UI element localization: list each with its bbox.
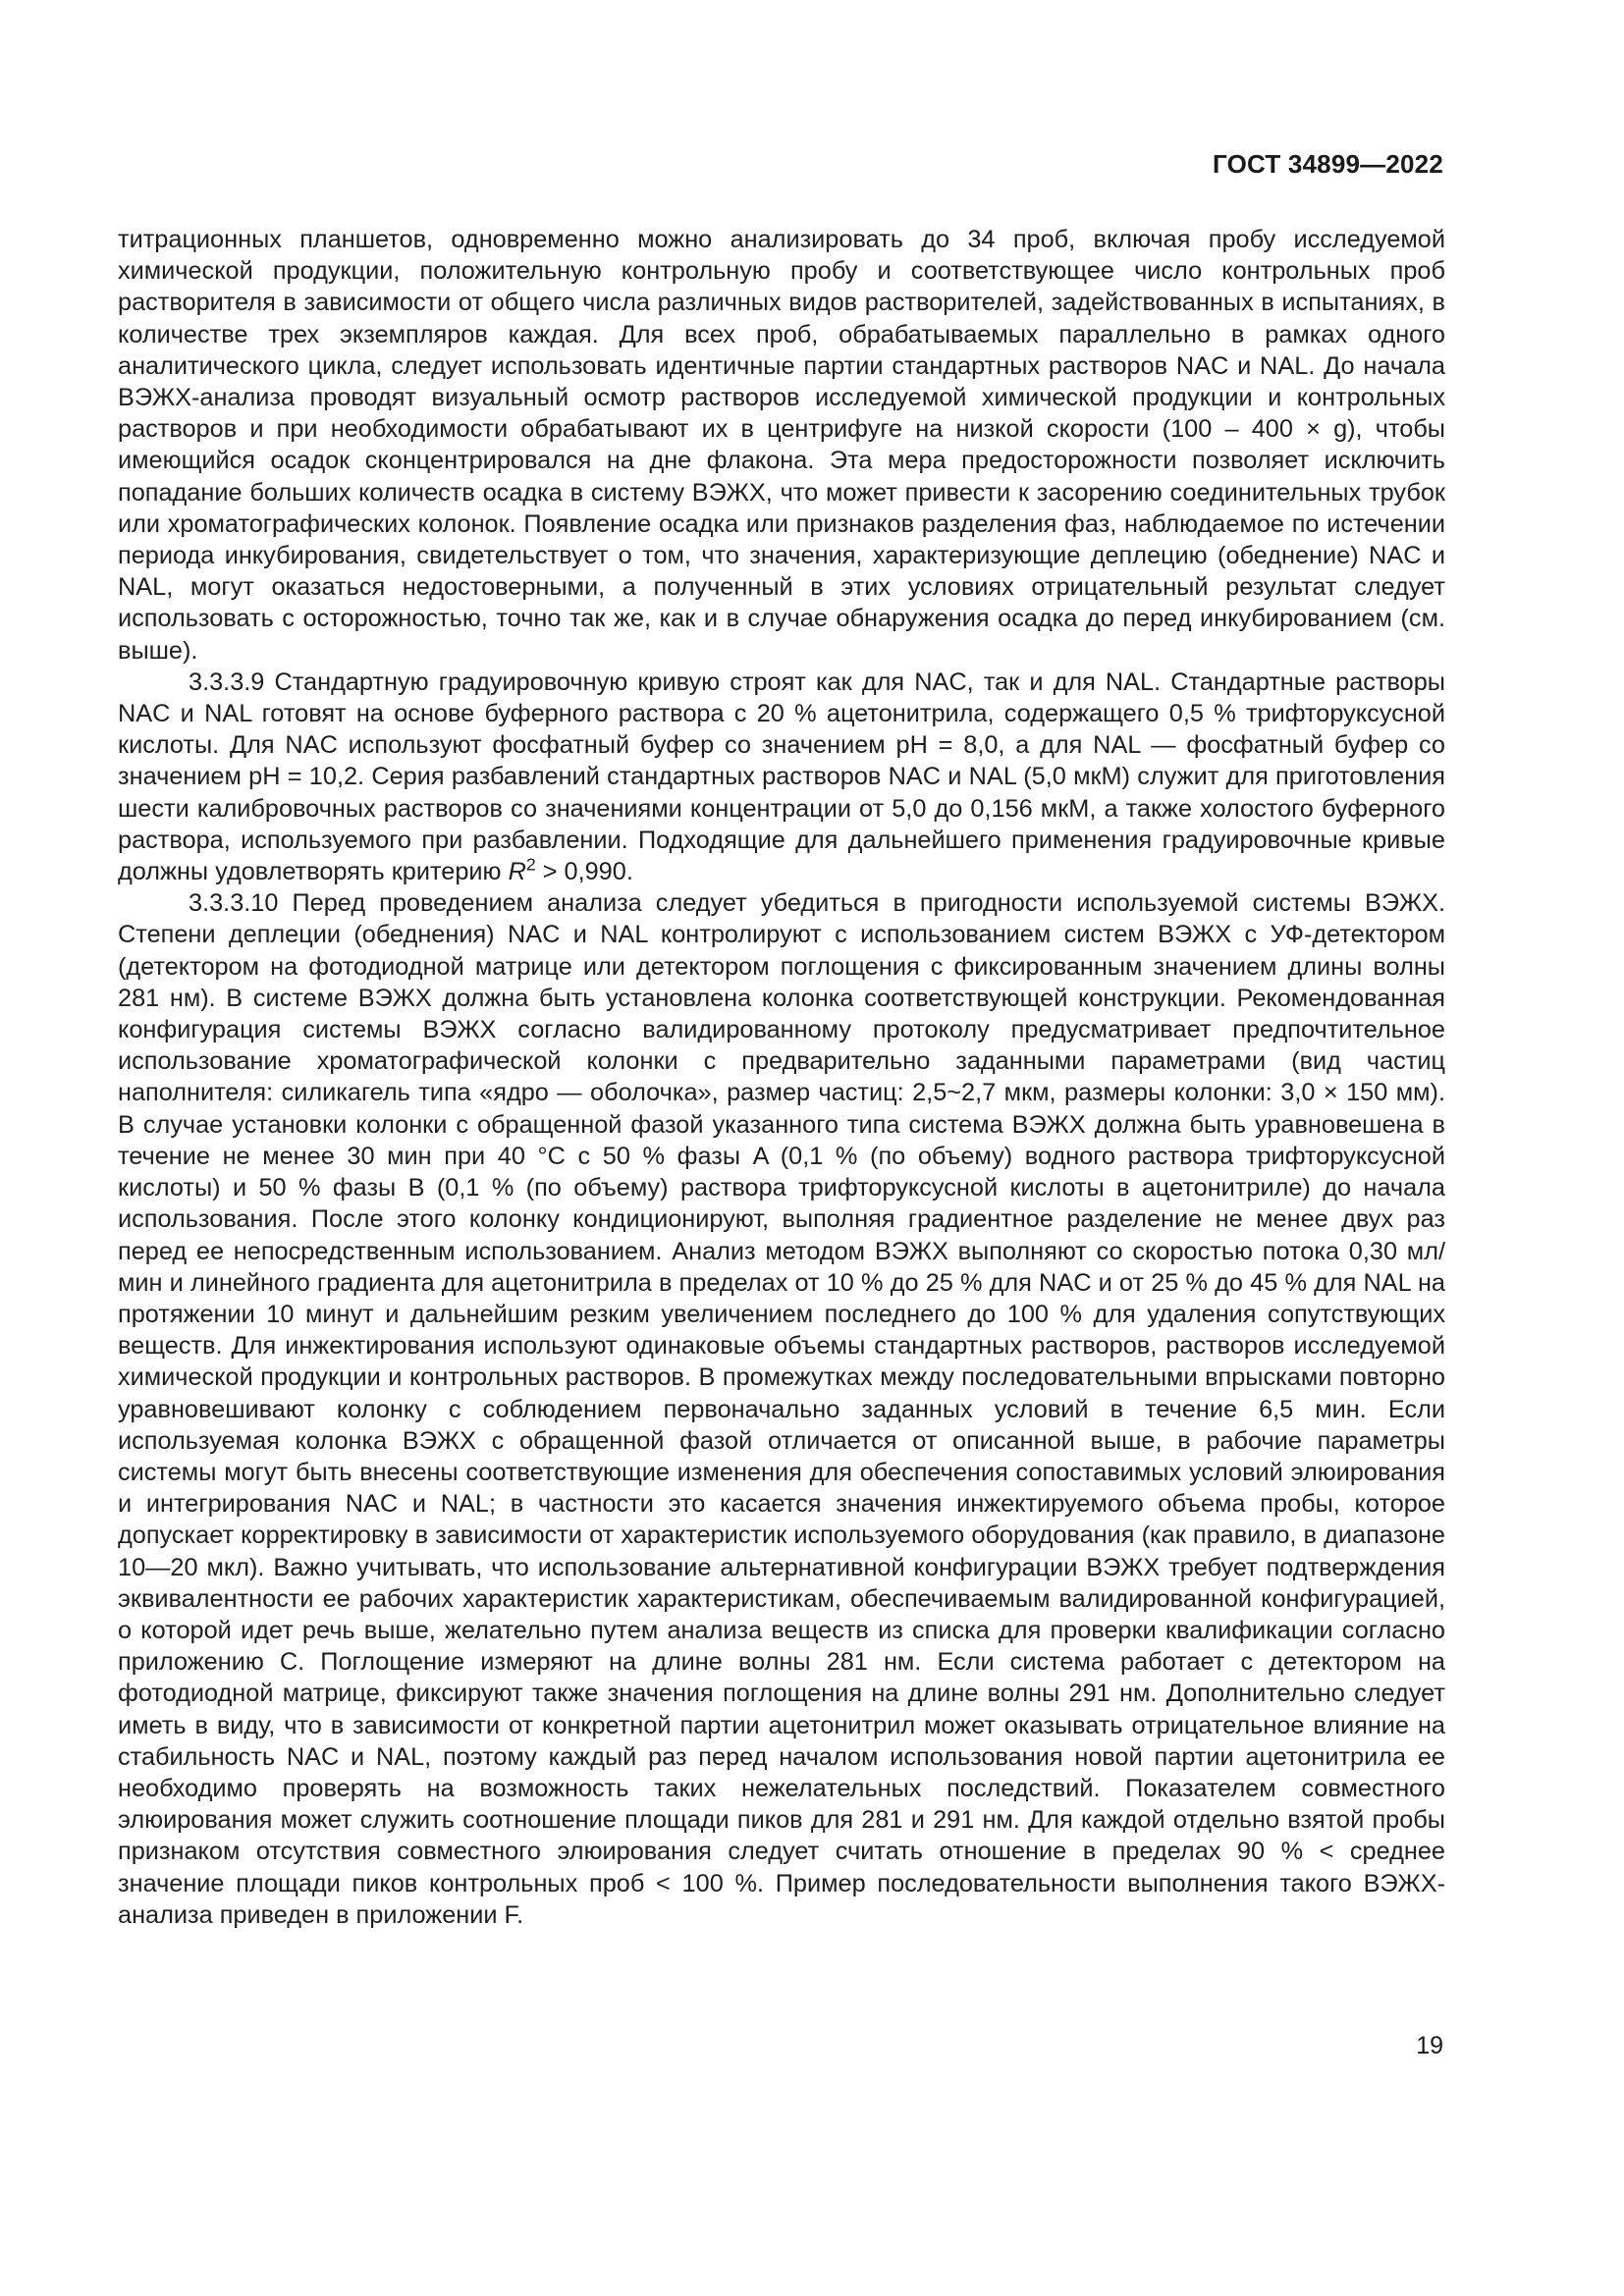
- r-squared-threshold: > 0,990.: [535, 858, 633, 886]
- r-squared-symbol: R: [508, 858, 526, 886]
- page-header-standard-id: ГОСТ 34899—2022: [1213, 149, 1443, 179]
- document-body: [118, 224, 1445, 1931]
- paragraph-continuation: титрационных планшетов, одновременно можно анализировать до 34 проб, включая пробу исследуемой химической продукции, положительную контрольную пробу и соответствующее число контрольных проб растворителя в зависимости от общего числа различных видов растворителей, задействованных в испытаниях, в количестве трех экземпляров каждая. Для всех проб, обрабатываемых параллельно в рамках одного аналитического цикла, следует использовать идентичные партии стандартных растворов NAC и NAL. До начала ВЭЖХ-анализа проводят визуальный осмотр растворов исследуемой химической продукции и контрольных растворов и при необходимости обрабатывают их в центрифуге на низкой скорости (100 – 400 × g), чтобы имеющийся осадок сконцентрировался на дне флакона. Эта мера предосторожности позволяет исключить попадание больших количеств осадка в систему ВЭЖХ, что может привести к засорению соединительных трубок или хроматографических колонок. Появление осадка или признаков разделения фаз, наблюдаемое по истечении периода инкубирования, свидетельствует о том, что значения, характеризующие деплецию (обеднение) NAC и NAL, могут оказаться недостоверными, а полученный в этих условиях отрицательный результат следует использовать с осторожностью, точно так же, как и в случае обнаружения осадка до перед инкубированием (см. выше).: [118, 226, 1445, 665]
- r-squared-exponent: 2: [525, 854, 536, 875]
- page-number: 19: [1416, 2032, 1443, 2059]
- paragraph-3-3-3-9: [118, 667, 1445, 887]
- paragraph-3-3-3-10: 3.3.3.10 Перед проведением анализа следует убедиться в пригодности используемой системы ВЭЖХ. Степени деплеции (обеднения) NAC и NAL контролируют с использованием систем ВЭЖХ с УФ-детектором (детектором на фотодиодной матрице или детектором поглощения с фиксированным значением длины волны 281 нм). В системе ВЭЖХ должна быть установлена колонка соответствующей конструкции. Рекомендованная конфигурация системы ВЭЖХ согласно валидированному протоколу предусматривает предпочтительное использование хроматографической колонки с предварительно заданными параметрами (вид частиц наполнителя: силикагель типа «ядро — оболочка», размер частиц: 2,5~2,7 мкм, размеры колонки: 3,0 × 150 мм). В случае установки колонки с обращенной фазой указанного типа система ВЭЖХ должна быть уравновешена в течение не менее 30 мин при 40 °C с 50 % фазы A (0,1 % (по объему) водного раствора трифторуксусной кислоты) и 50 % фазы B (0,1 % (по объему) раствора трифторуксусной кислоты в ацетонитриле) до начала использования. После этого колонку кондиционируют, выполняя градиентное разделение не менее двух раз перед ее непосредственным использованием. Анализ методом ВЭЖХ выполняют со скоростью потока 0,30 мл/мин и линейного градиента для ацетонитрила в пределах от 10 % до 25 % для NAC и от 25 % до 45 % для NAL на протяжении 10 минут и дальнейшим резким увеличением последнего до 100 % для удаления сопутствующих веществ. Для инжектирования используют одинаковые объемы стандартных растворов, растворов исследуемой химической продукции и контрольных растворов. В промежутках между последовательными впрысками повторно уравновешивают колонку с соблюдением первоначально заданных условий в течение 6,5 мин. Если используемая колонка ВЭЖХ с обращенной фазой отличается от описанной выше, в рабочие параметры системы могут быть внесены соответствующие изменения для обеспечения сопоставимых условий элюирования и интегрирования NAC и NAL; в частности это касается значения инжектируемого объема пробы, которое допускает корректировку в зависимости от характеристик используемого оборудования (как правило, в диапазоне 10—20 мкл). Важно учитывать, что использование альтернативной конфигурации ВЭЖХ требует подтверждения эквивалентности ее рабочих характеристик характеристикам, обеспечиваемым валидированной конфигурацией, о которой идет речь выше, желательно путем анализа веществ из списка для проверки квалификации согласно приложению C. Поглощение измеряют на длине волны 281 нм. Если система работает с детектором на фотодиодной матрице, фиксируют также значения поглощения на длине волны 291 нм. Дополнительно следует иметь в виду, что в зависимости от конкретной партии ацетонитрил может оказывать отрицательное влияние на стабильность NAC и NAL, поэтому каждый раз перед началом использования новой партии ацетонитрила ее необходимо проверять на возможность таких нежелательных последствий. Показателем совместного элюирования может служить соотношение площади пиков для 281 и 291 нм. Для каждой отдельно взятой пробы признаком отсутствия совместного элюирования следует считать отношение в пределах 90 % < среднее значение площади пиков контрольных проб < 100 %. Пример последовательности выполнения такого ВЭЖХ-анализа приведен в приложении F.: [118, 889, 1445, 1929]
- paragraph-3-3-3-9-text: 3.3.3.9 Стандартную градуировочную кривую строят как для NAC, так и для NAL. Стандартные растворы NAC и NAL готовят на основе буферного раствора с 20 % ацетонитрила, содержащего 0,5 % трифторуксусной кислоты. Для NAC используют фосфатный буфер со значением pH = 8,0, а для NAL — фосфатный буфер со значением pH = 10,2. Серия разбавлений стандартных растворов NAC и NAL (5,0 мкМ) служит для приготовления шести калибровочных растворов со значениями концентрации от 5,0 до 0,156 мкМ, а также холостого буферного раствора, используемого при разбавлении. Подходящие для дальнейшего применения градуировочные кривые должны удовлетворять критерию: [118, 667, 1445, 886]
